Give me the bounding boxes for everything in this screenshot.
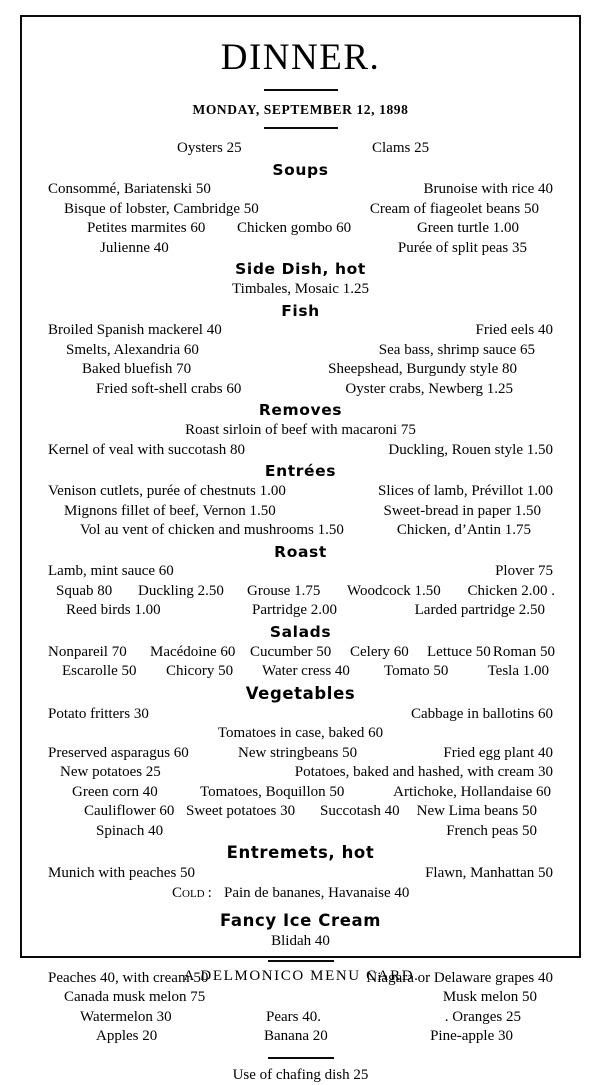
menu-item: Fried egg plant 40 <box>443 744 553 761</box>
menu-row <box>32 643 569 663</box>
menu-item: Macédoine 60 <box>150 643 236 660</box>
rawbar-clams: Clams 25 <box>372 140 430 156</box>
menu-item: Cream of fiageolet beans 50 <box>369 200 539 217</box>
menu-item: Partridge 2.00 <box>252 602 337 619</box>
menu-item: Sea bass, shrimp sauce 65 <box>378 341 535 358</box>
menu-item: Fried soft-shell crabs 60 <box>96 380 242 397</box>
menu-item: New Lima beans 50 <box>416 803 537 820</box>
section-side-dish-hot <box>32 280 569 300</box>
section-heading-fish: Fish <box>281 301 320 320</box>
menu-item: Purée of split peas 35 <box>397 239 527 256</box>
figure-caption: A DELMONICO MENU CARD. <box>183 968 420 984</box>
fruits-divider <box>268 960 334 962</box>
menu-item: Green corn 40 <box>72 783 158 800</box>
menu-item: Preserved asparagus 60 <box>48 744 189 761</box>
section-heading-fancy-ice-cream: Fancy Ice Cream <box>219 911 382 931</box>
menu-item: Blidah 40 <box>271 933 330 950</box>
menu-item: Peaches 40, with cream 50 <box>48 969 209 986</box>
menu-row <box>32 601 569 621</box>
title-divider <box>264 89 338 91</box>
menu-row <box>32 180 569 200</box>
menu-row <box>32 705 569 725</box>
menu-date: MONDAY, SEPTEMBER 12, 1898 <box>192 102 409 117</box>
menu-card-inner <box>22 39 579 1085</box>
menu-item: Julienne 40 <box>100 239 169 256</box>
menu-item: Baked bluefish 70 <box>82 361 192 378</box>
menu-item: Apples 20 <box>96 1028 158 1045</box>
menu-item: Cabbage in ballotins 60 <box>410 705 553 722</box>
menu-item: Roman 50 <box>492 643 555 660</box>
menu-row-cold <box>32 884 569 904</box>
menu-item: Banana 20 <box>264 1028 328 1045</box>
menu-item: Canada musk melon 75 <box>64 989 206 1006</box>
menu-item: Lettuce 50 <box>427 643 491 660</box>
menu-item: Pears 40. <box>266 1008 321 1025</box>
menu-item: Bisque of lobster, Cambridge 50 <box>64 200 259 217</box>
section-entremets-hot <box>32 864 569 903</box>
section-heading-entrees: Entrées <box>264 462 337 481</box>
menu-item: Flawn, Manhattan 50 <box>425 865 553 882</box>
menu-row <box>32 562 569 582</box>
menu-item: Sheepshead, Burgundy style 80 <box>328 361 517 378</box>
section-soups <box>32 180 569 258</box>
menu-item: Cucumber 50 <box>250 643 332 660</box>
rawbar-row <box>32 139 569 159</box>
section-heading-soups: Soups <box>272 160 329 179</box>
menu-item: Escarolle 50 <box>62 663 137 680</box>
menu-row <box>32 763 569 783</box>
menu-item: Lamb, mint sauce 60 <box>48 563 174 580</box>
section-heading-side-dish-hot: Side Dish, hot <box>235 260 366 279</box>
menu-row <box>32 321 569 341</box>
menu-item: Pain de bananes, Havanaise 40 <box>224 884 410 901</box>
menu-item: Woodcock 1.50 <box>347 582 441 599</box>
menu-row <box>32 783 569 803</box>
footer-divider <box>268 1057 334 1059</box>
menu-row <box>32 441 569 461</box>
menu-row <box>32 1027 569 1047</box>
section-heading-salads: Salads <box>269 622 332 641</box>
menu-item: Smelts, Alexandria 60 <box>66 341 199 358</box>
menu-row <box>32 988 569 1008</box>
menu-item: Niagara or Delaware grapes 40 <box>366 969 553 986</box>
menu-item: Potatoes, baked and hashed, with cream 30 <box>294 764 553 781</box>
menu-row <box>32 341 569 361</box>
menu-item: Slices of lamb, Prévillot 1.00 <box>378 483 553 500</box>
menu-item: Watermelon 30 <box>80 1008 172 1025</box>
menu-item: . Oranges 25 <box>444 1008 521 1025</box>
menu-item: Pine-apple 30 <box>430 1028 513 1045</box>
menu-item: Spinach 40 <box>96 822 164 839</box>
section-heading-removes: Removes <box>258 401 343 420</box>
menu-item: Sweet potatoes 30 <box>186 803 296 820</box>
date-divider <box>264 127 338 129</box>
section-entrees <box>32 482 569 541</box>
page-title: DINNER. <box>220 37 381 78</box>
section-removes <box>32 421 569 460</box>
chafing-dish-note: Use of chafing dish 25 <box>232 1066 369 1083</box>
menu-item: New stringbeans 50 <box>238 744 358 761</box>
menu-item: Oyster crabs, Newberg 1.25 <box>345 380 513 397</box>
section-heading-roast: Roast <box>274 542 327 561</box>
menu-row <box>32 1008 569 1028</box>
cold-separator: : <box>207 884 212 901</box>
menu-item: Chicken gombo 60 <box>237 220 352 237</box>
menu-item: Larded partridge 2.50 <box>414 602 545 619</box>
menu-item: Mignons fillet of beef, Vernon 1.50 <box>64 502 276 519</box>
menu-item: Chicken 2.00 . <box>467 582 555 599</box>
section-vegetables <box>32 705 569 842</box>
menu-item: Vol au vent of chicken and mushrooms 1.50 <box>80 522 344 539</box>
menu-item: Musk melon 50 <box>442 989 537 1006</box>
menu-row <box>32 521 569 541</box>
menu-row <box>32 582 569 602</box>
menu-item: Chicken, d’Antin 1.75 <box>396 522 531 539</box>
menu-item: Nonpareil 70 <box>48 643 127 660</box>
menu-item: Tomatoes, Boquillon 50 <box>200 783 345 800</box>
menu-item: Grouse 1.75 <box>247 582 321 599</box>
menu-item: Tesla 1.00 <box>487 663 549 680</box>
menu-item: Artichoke, Hollandaise 60 <box>393 783 551 800</box>
menu-row <box>32 239 569 259</box>
menu-row <box>32 360 569 380</box>
menu-item: Kernel of veal with succotash 80 <box>48 441 246 458</box>
menu-item: Roast sirloin of beef with macaroni 75 <box>185 422 416 439</box>
menu-item: Duckling, Rouen style 1.50 <box>388 441 553 458</box>
menu-item: Cauliflower 60 <box>84 803 175 820</box>
menu-item: Broiled Spanish mackerel 40 <box>48 322 222 339</box>
menu-item: Chicory 50 <box>166 663 234 680</box>
section-fish <box>32 321 569 399</box>
menu-item: Succotash 40 <box>320 803 400 820</box>
section-roast <box>32 562 569 621</box>
menu-item: Sweet-bread in paper 1.50 <box>383 502 541 519</box>
menu-item: Green turtle 1.00 <box>416 220 519 237</box>
menu-row <box>32 502 569 522</box>
menu-row <box>32 802 569 822</box>
menu-row <box>32 482 569 502</box>
rawbar-oysters: Oysters 25 <box>177 140 242 156</box>
menu-row <box>32 380 569 400</box>
section-heading-entremets-hot: Entremets, hot <box>226 843 375 863</box>
menu-item: New potatoes 25 <box>60 764 161 781</box>
section-fancy-ice-cream <box>32 932 569 952</box>
cold-label: Cold <box>172 884 205 901</box>
menu-item: Water cress 40 <box>262 663 350 680</box>
menu-item: Reed birds 1.00 <box>66 602 161 619</box>
menu-item: Petites marmites 60 <box>87 220 206 237</box>
menu-item: Plover 75 <box>495 563 553 580</box>
menu-item: Celery 60 <box>350 643 409 660</box>
menu-item: Munich with peaches 50 <box>48 865 196 882</box>
menu-item: Fried eels 40 <box>475 322 553 339</box>
menu-row <box>32 822 569 842</box>
menu-row <box>32 744 569 764</box>
menu-item: Duckling 2.50 <box>138 582 224 599</box>
menu-row <box>32 219 569 239</box>
cold-prefix <box>172 884 212 904</box>
menu-item: Brunoise with rice 40 <box>423 181 553 198</box>
section-salads <box>32 643 569 682</box>
menu-item: Potato fritters 30 <box>48 705 149 722</box>
menu-item: Tomatoes in case, baked 60 <box>217 725 384 742</box>
section-heading-vegetables: Vegetables <box>245 683 356 703</box>
menu-item: Venison cutlets, purée of chestnuts 1.00 <box>48 483 286 500</box>
menu-item: Tomato 50 <box>384 663 449 680</box>
menu-row <box>32 662 569 682</box>
menu-item: Timbales, Mosaic 1.25 <box>232 281 369 298</box>
menu-row <box>32 864 569 884</box>
menu-row <box>32 200 569 220</box>
menu-item: French peas 50 <box>446 822 537 839</box>
menu-item: Consommé, Bariatenski 50 <box>48 181 211 198</box>
menu-item: Squab 80 <box>56 582 113 599</box>
